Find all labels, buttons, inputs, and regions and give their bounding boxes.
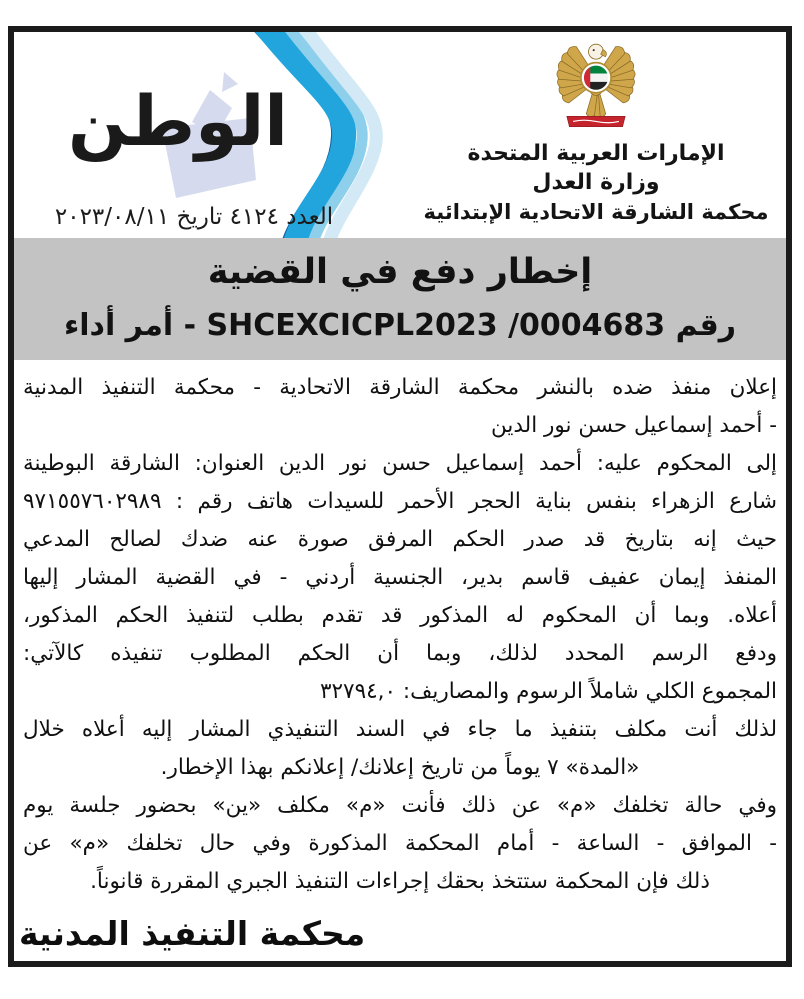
body-line: إعلان منفذ ضده بالنشر محكمة الشارقة الاتحادية - محكمة التنفيذ المدنية — [23, 375, 777, 400]
body-line: - أحمد إسماعيل حسن نور الدين — [491, 413, 777, 438]
body-line: إلى المحكوم عليه: أحمد إسماعيل حسن نور الدين العنوان: الشارقة البوطينة — [23, 451, 777, 476]
authority-block — [406, 34, 786, 225]
country-name: الإمارات العربية المتحدة — [467, 141, 725, 166]
newspaper-logo: الوطن — [68, 82, 288, 162]
body-line: ودفع الرسم المحدد لذلك، وبما أن الحكم المطلوب تنفيذه كالآتي: — [23, 641, 777, 666]
body-line: - الموافق - الساعة - أمام المحكمة المذكورة وفي حال تخلفك «م» عن — [23, 831, 777, 856]
body-line: لذلك أنت مكلف بتنفيذ ما جاء في السند التنفيذي المشار إليه أعلاه خلال — [23, 717, 777, 742]
body-line: المجموع الكلي شاملاً الرسوم والمصاريف: ٣٢٧٩٤,٠ — [319, 679, 777, 704]
case-number-line: رقم 0004683/ SHCEXCICPL2023 - أمر أداء — [63, 308, 737, 343]
ad-frame — [8, 26, 792, 967]
notice-title: إخطار دفع في القضية — [207, 252, 593, 292]
body-line: حيث إنه بتاريخ قد صدر الحكم المرفق صورة عنه ضدك لصالح المدعي — [23, 527, 777, 552]
header — [14, 32, 786, 238]
notice-banner — [14, 238, 786, 360]
issue-line: العدد ٤١٢٤ تاريخ ٢٠٢٣/٠٨/١١ — [54, 204, 334, 230]
ministry-name: وزارة العدل — [532, 170, 660, 195]
body-line: أعلاه. وبما أن المحكوم له المذكور قد تقدم بطلب لتنفيذ الحكم المذكور، — [23, 603, 777, 628]
body-line: شارع الزهراء بنفس بناية الحجر الأحمر للسيدات هاتف رقم : ٩٧١٥٥٧٦٠٢٩٨٩ — [23, 489, 777, 514]
newspaper-masthead — [14, 32, 410, 238]
body-line: المنفذ إيمان عفيف قاسم بدير، الجنسية أردني - في القضية المشار إليها — [23, 565, 777, 590]
body-line: وفي حالة تخلفك «م» عن ذلك فأنت «م» مكلف «ين» بحضور جلسة يوم — [23, 793, 777, 818]
notice-body — [14, 360, 786, 901]
court-name: محكمة الشارقة الاتحادية الإبتدائية — [423, 200, 769, 224]
court-signature: محكمة التنفيذ المدنية — [19, 914, 366, 953]
body-line: ذلك فإن المحكمة ستتخذ بحقك إجراءات التنفيذ الجبري المقررة قانوناً. — [90, 869, 710, 894]
body-line: «المدة» ٧ يوماً من تاريخ إعلانك/ إعلانكم بهذا الإخطار. — [160, 755, 640, 780]
uae-emblem-icon — [546, 36, 646, 138]
